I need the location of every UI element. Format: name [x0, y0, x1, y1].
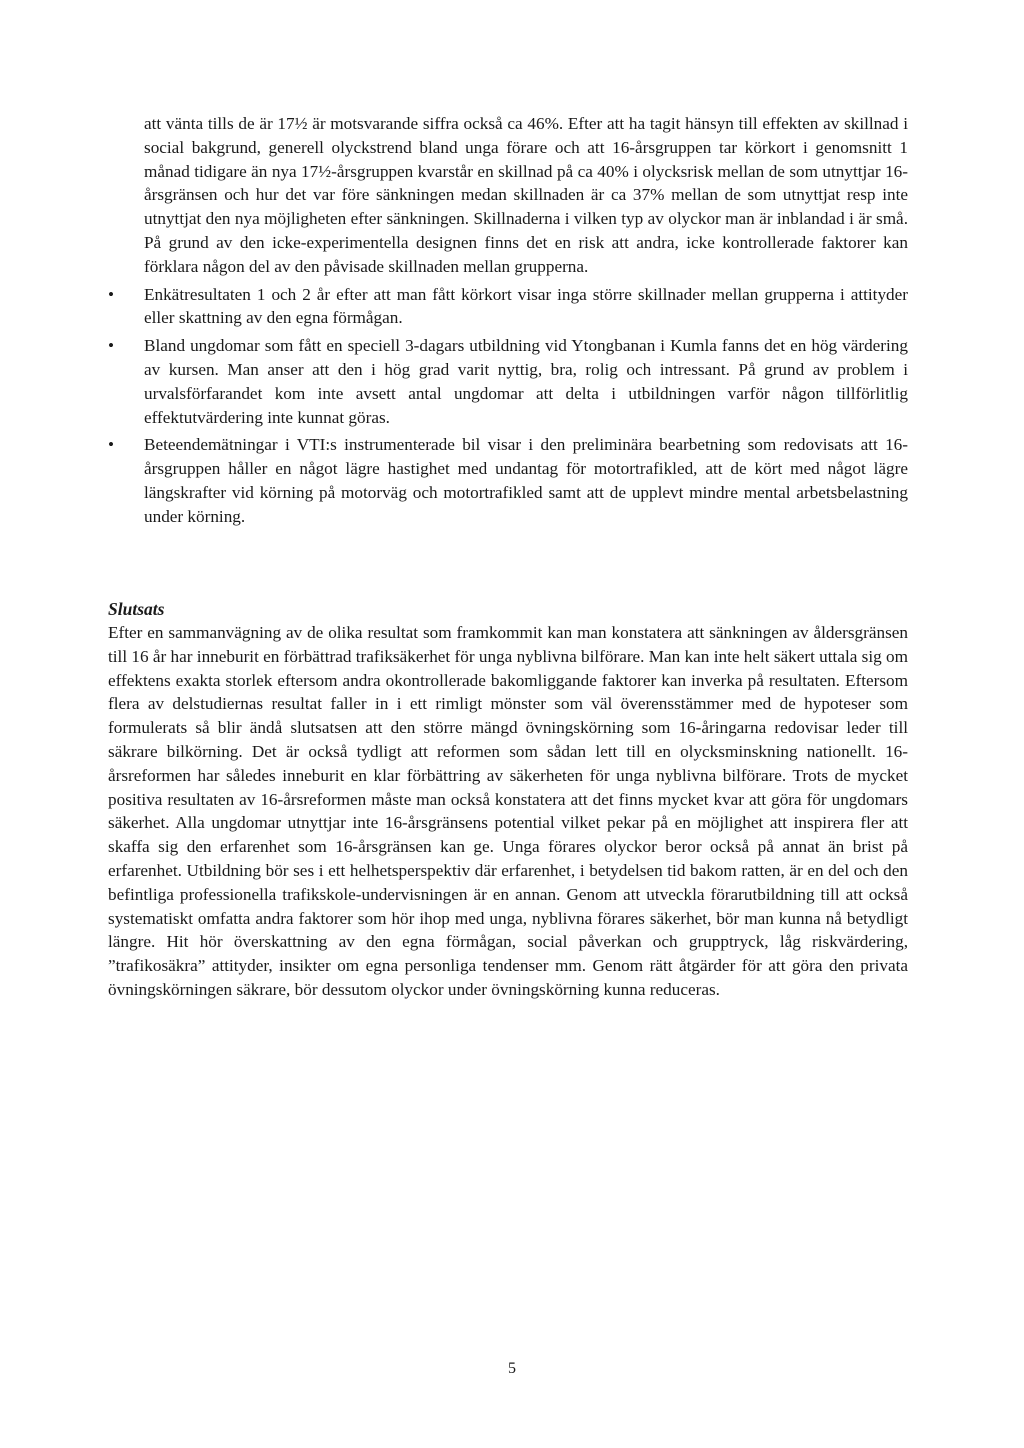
section-heading: Slutsats	[108, 599, 165, 619]
bullet-item-training	[108, 334, 908, 429]
bullet-item-behaviour	[108, 433, 908, 528]
bullet-text: Beteendemätningar i VTI:s instrumenterade bil visar i den preliminära bearbetning som redovisats att 16-årsgruppen håller en något lägre hastighet med undantag för motortrafikled, att de kört med något lägre längskrafter vid körning på motorväg och motortrafikled samt att de upplevt mindre mental arbetsbelastning under körning.	[144, 435, 908, 526]
results-list	[108, 112, 908, 529]
continued-bullet-paragraph: att vänta tills de är 17½ är motsvarande siffra också ca 46%. Efter att ha tagit hänsyn till effekten av skillnad i social bakgrund, generell olyckstrend bland unga förare och att 16-årsgruppen tar körkort i genomsnitt 1 månad tidigare än nya 17½-årsgruppen kvarstår en skillnad på ca 40% i olycksrisk mellan de som utnyttjar 16-årsgränsen och hur det var före sänkningen medan skillnaden är ca 37% mellan de som utnyttjat resp inte utnyttjat den nya möjligheten efter sänkningen. Skillnaderna i vilken typ av olyckor man är inblandad i är små. På grund av den icke-experimentella designen finns det en risk att andra, icke kontrollerade faktorer kan förklara någon del av den påvisade skillnaden mellan grupperna.	[144, 114, 908, 276]
bullet-item-survey	[108, 283, 908, 331]
bullet-text: Bland ungdomar som fått en speciell 3-dagars utbildning vid Ytongbanan i Kumla fanns det en hög värdering av kursen. Man anser att den i hög grad varit nyttig, bra, rolig och intressant. På grund av problem i urvalsförfarandet kom inte avsett antal ungdomar att delta i utbildningen varför någon tillförlitlig effektutvärdering inte kunnat göras.	[144, 336, 908, 427]
bullet-icon: •	[108, 284, 115, 304]
conclusion-section	[108, 597, 908, 1002]
bullet-icon: •	[108, 435, 115, 455]
conclusion-paragraph: Efter en sammanvägning av de olika resultat som framkommit kan man konstatera att sänkningen av åldersgränsen till 16 år har inneburit en förbättrad trafiksäkerhet för unga nyblivna bilförare. Man kan inte helt säkert uttala sig om effektens exakta storlek eftersom andra okontrollerade bakomliggande faktorer kan inverka på resultaten. Eftersom flera av delstudiernas resultat faller in i ett rimligt mönster som väl överensstämmer med de hypoteser som formulerats så blir ändå slutsatsen att den större mängd övningskörning som 16-åringarna redovisar leder till säkrare bilkörning. Det är också tydligt att reformen som sådan lett till en olycksminskning nationellt. 16-årsreformen har således inneburit en klar förbättring av säkerheten för unga nyblivna bilförare. Trots de mycket positiva resultaten av 16-årsreformen måste man också konstatera att det finns mycket kvar att göra för ungdomars säkerhet. Alla ungdomar utnyttjar inte 16-årsgränsens potential vilket pekar på en möjlighet att inspirera fler att skaffa sig den erfarenhet som 16-årsgränsen kan ge. Unga förares olyckor beror också på annat än brist på erfarenhet. Utbildning bör ses i ett helhetsperspektiv där erfarenhet, i betydelsen tid bakom ratten, är en del och den befintliga professionella trafikskole-undervisningen är en annan. Genom att utveckla förarutbildning till att också systematiskt omfatta andra faktorer som hör ihop med unga, nyblivna förares säkerhet, bör man kunna nå betydligt längre. Hit hör överskattning av den egna förmågan, social påverkan och grupptryck, låg riskvärdering, ”trafikosäkra” attityder, insikter om egna personliga tendenser mm. Genom rätt åtgärder för att göra den privata övningskörningen säkrare, bör dessutom olyckor under övningskörning kunna reduceras.	[108, 623, 908, 999]
bullet-icon: •	[108, 336, 115, 356]
bullet-text: Enkätresultaten 1 och 2 år efter att man fått körkort visar inga större skillnader mellan grupperna i attityder eller skattning av den egna förmågan.	[144, 284, 908, 328]
page-number: 5	[508, 1360, 516, 1377]
